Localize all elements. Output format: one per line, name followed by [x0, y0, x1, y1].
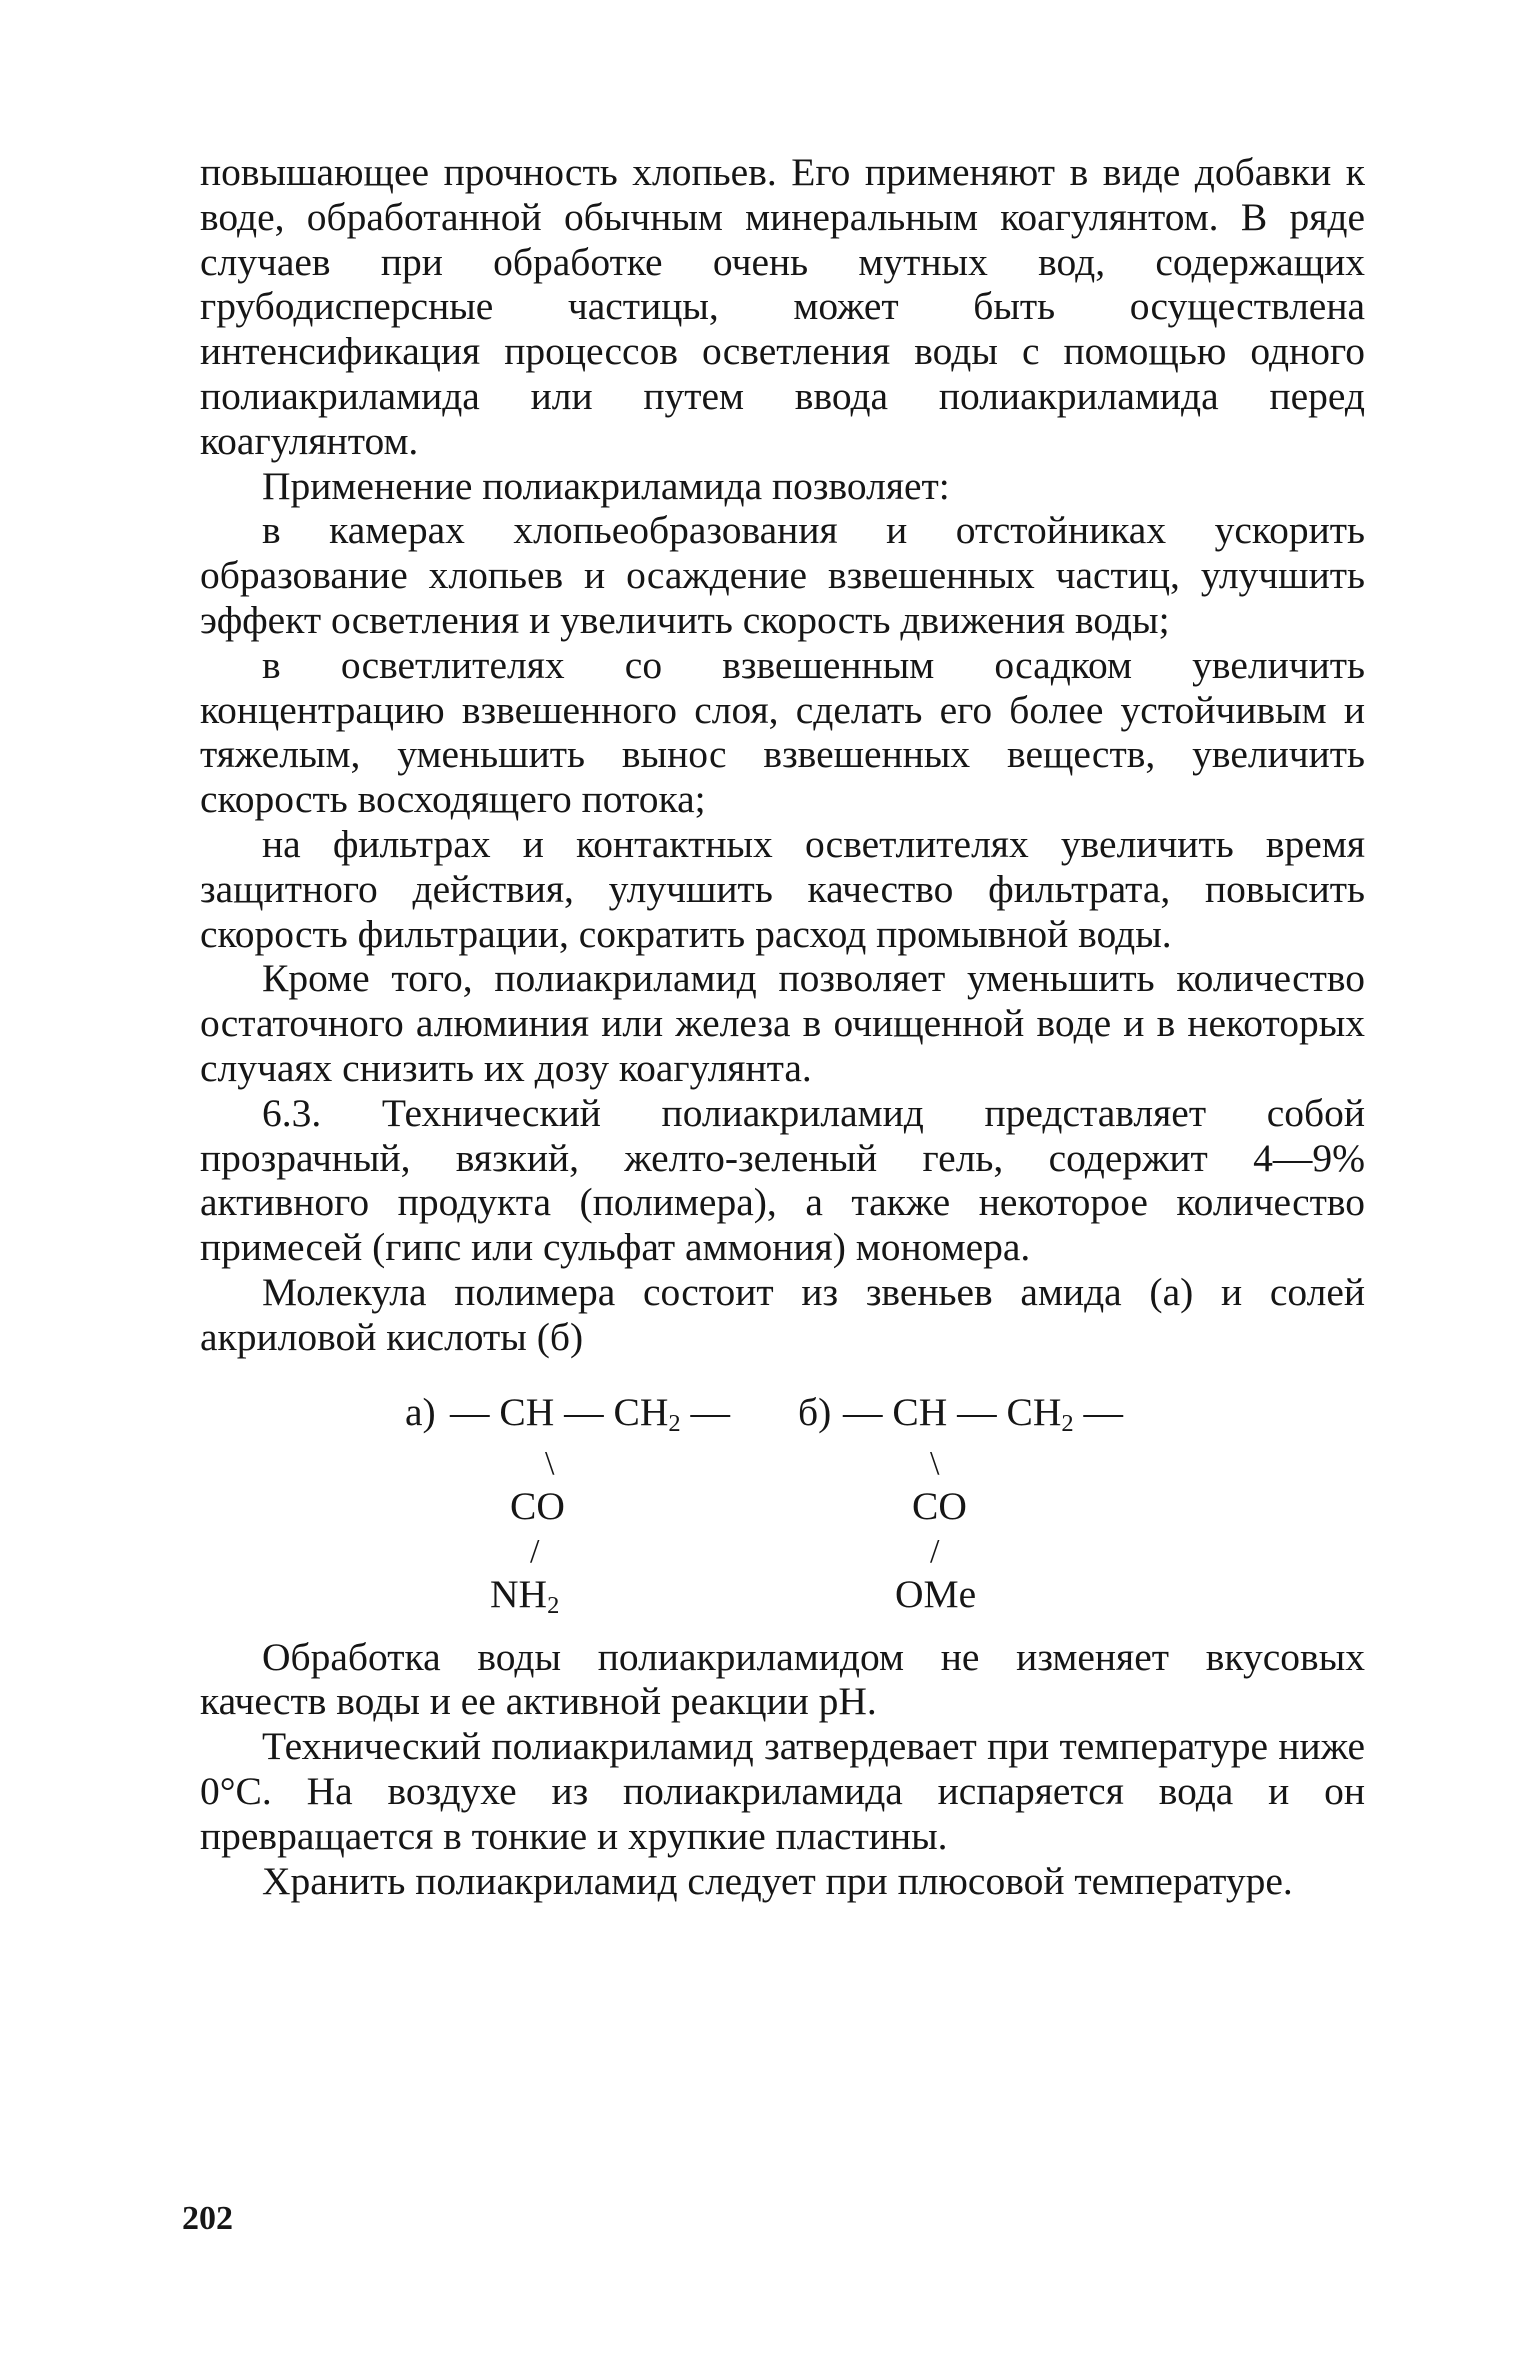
paragraph-residual: Кроме того, полиакриламид позволяет уменьшить количество остаточного алюминия или железа в очищенной воде и в некоторых случаях снизить их дозу коагулянта.	[200, 956, 1365, 1090]
formula-b-bond-1: \	[930, 1444, 940, 1482]
formula-a-nh2: NH2	[490, 1571, 560, 1619]
paragraph-item-filters: на фильтрах и контактных осветлителях увеличить время защитного действия, улучшить качество фильтрата, повысить скорость фильтрации, сократить расход промывной воды.	[200, 821, 1365, 956]
formula-a-label: а)	[405, 1389, 436, 1434]
page-number: 202	[182, 2200, 233, 2237]
formula-b-chain: — CH — CH2 —	[843, 1389, 1123, 1437]
formula-b-bond-2: /	[930, 1532, 940, 1570]
paragraph-item-clarifiers: в осветлителях со взвешенным осадком увеличить концентрацию взвешенного слоя, сделать его более устойчивым и тяжелым, уменьшить вынос взвешенных веществ, увеличить скорость восходящего потока;	[200, 642, 1365, 822]
text-column	[200, 150, 1365, 1903]
formula-a-chain: — CH — CH2 —	[450, 1389, 730, 1437]
paragraph-lead: Применение полиакриламида позволяет:	[262, 463, 950, 508]
formula-a-bond-2: /	[530, 1532, 540, 1570]
paragraph-section-6-3: 6.3. Технический полиакриламид представляет собой прозрачный, вязкий, желто-зеленый гель, содержит 4—9% активного продукта (полимера), а также некоторое количество примесей (гипс или сульфат аммония) мономера.	[200, 1090, 1365, 1270]
formula-a-bond-1: \	[545, 1444, 555, 1482]
paragraph-item-chambers: в камерах хлопьеобразования и отстойниках ускорить образование хлопьев и осаждение взвешенных частиц, улучшить эффект осветления и увеличить скорость движения воды;	[200, 508, 1365, 642]
formula-b-label: б)	[798, 1389, 832, 1434]
formula-a-co: CO	[510, 1483, 565, 1528]
paragraph-taste: Обработка воды полиакриламидом не изменяет вкусовых качеств воды и ее активной реакции pH.	[200, 1634, 1365, 1724]
chemical-formula	[200, 1372, 1365, 1627]
formula-b-co: CO	[912, 1483, 967, 1528]
formula-b-ome: OMe	[895, 1571, 977, 1616]
paragraph-storage: Хранить полиакриламид следует при плюсовой температуре.	[262, 1858, 1293, 1903]
paragraph-freezing: Технический полиакриламид затвердевает при температуре ниже 0°С. На воздухе из полиакриламида испаряется вода и он превращается в тонкие и хрупкие пластины.	[200, 1724, 1365, 1858]
paragraph-intro: повышающее прочность хлопьев. Его применяют в виде добавки к воде, обработанной обычным минеральным коагулянтом. В ряде случаев при обработке очень мутных вод, содержащих грубодисперсные частицы, может быть осуществлена интенсификация процессов осветления воды с помощью одного полиакриламида или путем ввода полиакриламида перед коагулянтом.	[200, 150, 1365, 463]
paragraph-molecule: Молекула полимера состоит из звеньев амида (а) и солей акриловой кислоты (б)	[200, 1269, 1365, 1359]
